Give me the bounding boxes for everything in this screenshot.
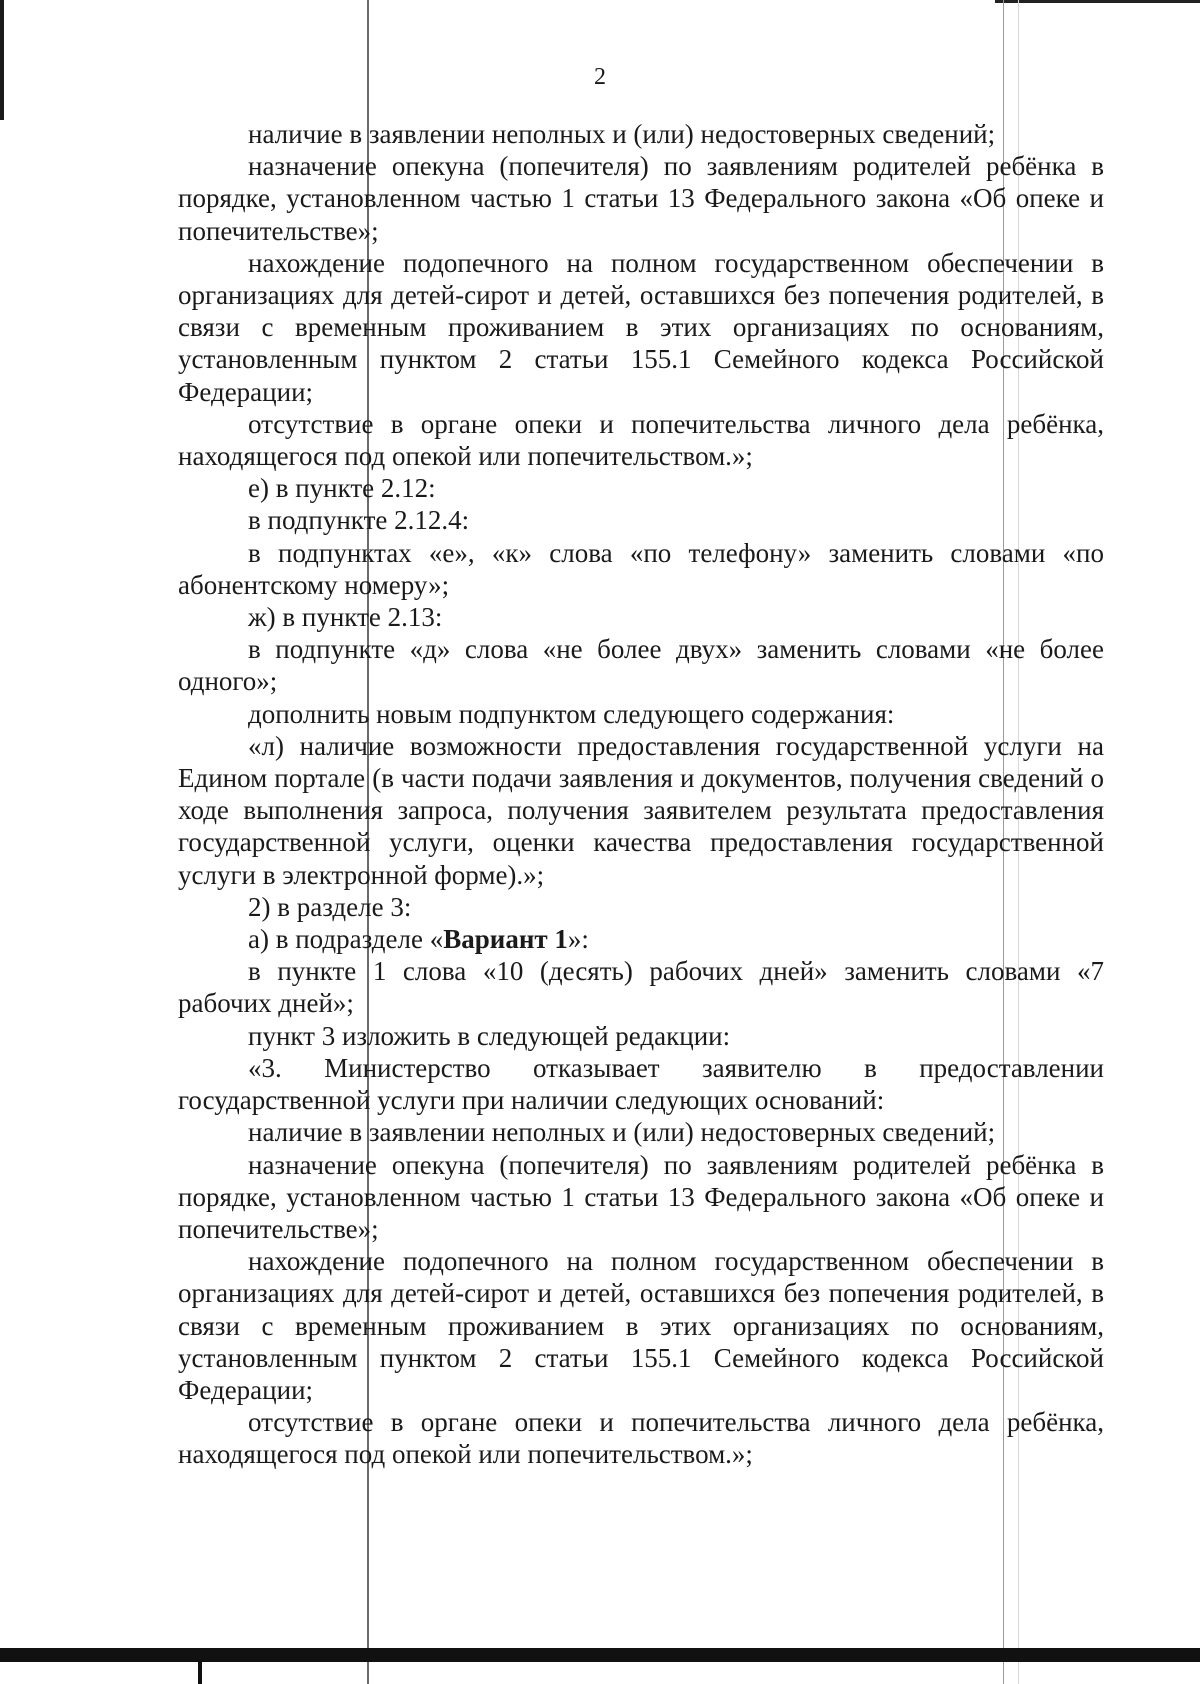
- paragraph: «3. Министерство отказывает заявителю в предоставлении государственной услуги при наличии следующих оснований:: [178, 1052, 1104, 1116]
- paragraph-part: »:: [567, 924, 589, 955]
- paragraph: 2) в разделе 3:: [248, 891, 412, 922]
- paragraph: наличие в заявлении неполных и (или) недостоверных сведений;: [248, 119, 996, 149]
- paragraph: отсутствие в органе опеки и попечительства личного дела ребёнка, находящегося под опекой или попечительством.»;: [178, 1407, 1104, 1470]
- paragraph: пункт 3 изложить в следующей редакции:: [248, 1020, 731, 1051]
- scan-edge-mark: [0, 0, 4, 120]
- scan-bottom-bar: [0, 1648, 1200, 1662]
- paragraph: в подпункте 2.12.4:: [248, 505, 470, 536]
- paragraph: назначение опекуна (попечителя) по заявлениям родителей ребёнка в порядке, установленном частью 1 статьи 13 Федерального закона «Об опеке и попечительстве»;: [178, 151, 1104, 246]
- document-body: [178, 118, 1104, 1471]
- paragraph: нахождение подопечного на полном государственном обеспечении в организациях для детей-сирот и детей, оставшихся без попечения родителей, в связи с временным проживанием в этих организациях по основаниям, установленным пунктом 2 статьи 155.1 Семейного кодекса Российской Федерации;: [178, 247, 1104, 407]
- paragraph: в пункте 1 слова «10 (десять) рабочих дней» заменить словами «7 рабочих дней»;: [178, 956, 1104, 1019]
- paragraph: «л) наличие возможности предоставления государственной услуги на Едином портале (в части подачи заявления и документов, получения сведений о ходе выполнения запроса, получения заявителем результата предоставления государственной услуги, оценки качества предоставления государственной услуги в электронной форме).»;: [178, 730, 1104, 890]
- paragraph: в подпунктах «е», «к» слова «по телефону» заменить словами «по абонентскому номеру»;: [178, 537, 1104, 600]
- bold-variant-label: Вариант 1: [443, 924, 568, 955]
- page-number: 2: [594, 64, 606, 90]
- paragraph: в подпункте «д» слова «не более двух» заменить словами «не более одного»;: [178, 634, 1104, 697]
- scan-bottom-tick: [198, 1648, 202, 1684]
- paragraph: нахождение подопечного на полном государственном обеспечении в организациях для детей-сирот и детей, оставшихся без попечения родителей, в связи с временным проживанием в этих организациях по основаниям, установленным пунктом 2 статьи 155.1 Семейного кодекса Российской Федерации;: [178, 1246, 1104, 1405]
- paragraph-part: а) в подразделе «: [248, 924, 444, 955]
- paragraph: ж) в пункте 2.13:: [248, 602, 443, 633]
- paragraph: назначение опекуна (попечителя) по заявлениям родителей ребёнка в порядке, установленном частью 1 статьи 13 Федерального закона «Об опеке и попечительстве»;: [178, 1149, 1104, 1244]
- scan-top-rule: [995, 0, 1200, 3]
- paragraph: дополнить новым подпунктом следующего содержания:: [248, 698, 895, 729]
- paragraph: наличие в заявлении неполных и (или) недостоверных сведений;: [248, 1117, 996, 1148]
- paragraph-with-bold: [178, 923, 1104, 955]
- paragraph: отсутствие в органе опеки и попечительства личного дела ребёнка, находящегося под опекой или попечительством.»;: [178, 408, 1104, 472]
- paragraph: е) в пункте 2.12:: [248, 473, 436, 504]
